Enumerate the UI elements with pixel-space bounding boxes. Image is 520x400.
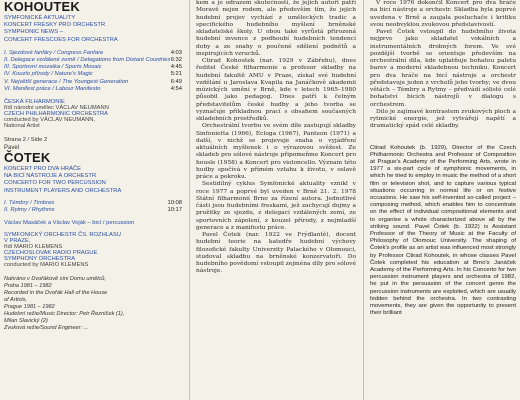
recording-note-line: Hudební režie/Music Director: Petr Řezníček (1), (4, 310, 125, 317)
composer-first-name: Pavel (4, 145, 20, 152)
composer-kohoutek: KOHOUTEK (4, 0, 80, 14)
performer-line: řídí národní umělec VÁCLAV NEUMANN (4, 105, 109, 112)
liner-notes-czech-continued (370, 0, 516, 131)
liner-notes-right-column (370, 0, 516, 400)
movement-duration: 10:08 (167, 199, 182, 206)
performer-line: řídí MARIO KLEMENS (4, 244, 63, 251)
paragraph: Orchestrální tvorbu ve svém díle zastupují skladby Sinfonietta (1966), Ecloga (1967), Panteon (1971) a další, v nichž se projevuje snaha o vyjádření aktuálních myšlenek i o výrazovou svěžest. Ze skladeb pro sólové nástroje připomeňme Koncert pro housle (1958) a Koncert pro violoncello. Význam této hudby spočívá v přímém vztahu k životu, v oslavě práce a pokroku. (196, 123, 356, 180)
liner-notes-english: Ctirad Kohoutek (b. 1929), Director of the Czech Philharmonic Orchestra and Professor of Composition at Prague's Academy of the Performing Arts, wrote in 1977 a six-part cycle of symphonic movements, in which he tried to employ in music the method of a short film or television shot, and to capture various typical situations occurring in normal life or on festive occasions. He saw his self-invented so-called project – composing method, which enables him to concentrate on the effect of individual compositional elements and to organise a whole characterized above all by the striking sound. Pavel Čotek (b. 1922) is Assistant Professor of the Theory of Music at the Faculty of Philosophy of Olomouc University. The shaping of Čotek's profile as an artist was influenced most strongly by Professor Ctirad Kohoutek, in whose classes Pavel Čotek completed his education at Brno's Janáček Academy of the Performing Arts. In his Concerto for two percussion instrument players and orchestra of 1982, he put in the persuasion of the concert genre the percussion instruments are exploited, which are usually hidden behind the orchestra. In two contrasting movements, they are given the opportunity to present their brilliant (370, 144, 516, 317)
cotek-work-title (4, 166, 182, 195)
movement-duration: 6:32 (170, 57, 182, 64)
liner-notes-czech-column (196, 0, 356, 400)
paragraph: Ctirad Kohoutek (nar. 1929 v Zábřehu), dnes ředitel České filharmonie a profesor skladby na hudební fakultě AMU v Praze, získal své hudební vzdělání u Jaroslava Kvapila na Janáčkově akademii múzických umění v Brně, kde v letech 1965–1980 působil jako pedagog. Dnes patří k čelným představitelům české hudby a jeho tvorba se vyznačuje příkladnou prací s obsahem současných skladebních prostředků. (196, 58, 356, 122)
paragraph: V roce 1976 dokončil Koncert pro dva hráče na bicí nástroje a orchestr. Skladba byla poprvé uvedena v Brně a zaujala posluchače i kritiku svou neobvyklou zvukovou představivostí. (370, 0, 516, 28)
paragraph: kem a je odrazem skutečnosti, že jejich autoři patří Moravě nejen rodem, ale především tím, že jejich hudební projev vychází z uměleckých tradic a specifického hudebního myšlení brněnské skladatelské školy. U obou také vyrůstá přirozená hudební invence z podhoubí hudebních tendencí doby a ze snahy o poučené sdělení podnětů a inspirujících vzruchů. (196, 0, 356, 57)
composer-cotek: ČOTEK (4, 150, 51, 166)
side-label: Strana 2 / Side 2 (4, 137, 48, 144)
movement-duration: 5:21 (170, 71, 182, 78)
performer-line: V PRAZE, (4, 238, 31, 245)
performer-line: SYMFONICKÝ ORCHESTR ČS. ROZHLASU (4, 232, 121, 239)
column-divider-right (363, 0, 364, 400)
movement-item (4, 86, 182, 93)
movement-title: III. Sportovní mozaika / Sports Mosaic (4, 64, 102, 71)
recording-note-line: of Artists, (4, 296, 28, 303)
movement-title: IV. Kouzlo přírody / Nature's Magic (4, 71, 93, 78)
performer-line: SYMPHONY ORCHESTRA (4, 256, 76, 263)
track-listing-column (4, 0, 182, 400)
recording-note-line: Recorded in the Dvořák Hall of the House (4, 290, 108, 297)
kohoutek-work-title (4, 15, 182, 44)
movement-title: II. Delegace vzdálené země / Delegations from Distant Countries (4, 57, 171, 64)
movement-duration: 6:49 (170, 78, 182, 85)
work-title-line: SYMPHONIC NEWS – (4, 29, 63, 36)
paragraph: Sestidílný cyklus Symfonické aktuality vznikl v roce 1977 a poprvé byl uveden v Brně 21. 2. 1978 Státní filharmonií Brno za řízení autora. Jednotlivé části jsou hudebními freskami, jež zachycují dojmy a prožitky ze sjezdu, z delegací vzdálených zemí, ze sportovních zápolení, z kouzel přírody, z nejmladší generace a z manifestu práce. (196, 181, 356, 231)
movement-title: II. Rytmy / Rhythms (4, 207, 55, 214)
cotek-movement-list (4, 200, 182, 214)
performer-line: ČESKÁ FILHARMONIE (4, 99, 65, 106)
movement-item (4, 207, 182, 214)
movement-title: VI. Manifest práce / Labour Manifesto (4, 85, 101, 92)
liner-notes-czech (196, 0, 356, 276)
cotek-soloists: Václav Masáček a Václav Voják – bicí / percussion (4, 220, 135, 227)
movement-item (4, 64, 182, 71)
movement-item (4, 57, 182, 64)
paragraph: Dílo je zajímavé kontrastem zvukových ploch a rytmické energie, jež vytvářejí napětí a dramatický spád celé skladby. (370, 108, 516, 130)
movement-title: I. Témbry / Timbres (4, 199, 55, 206)
work-title-line: SYMFONICKÉ AKTUALITY (4, 15, 76, 21)
movement-duration: 4:45 (170, 64, 182, 71)
movement-duration: 4:03 (170, 49, 182, 56)
movement-item (4, 79, 182, 86)
paragraph: Pavel Čotek vstoupil do hudebního života nejprve jako skladatel vokálních a instrumentálních drobných forem. Ve své pozdější tvorbě se orientuje především na orchestrální díla, kde uplatňuje bohatou paletu barev a moderní skladebnou techniku. Koncert pro dva hráče na bicí nástroje a orchestr představuje jeden z vrcholů jeho tvorby; ve dvou větách – Témbry a Rytmy – předvádí sólisté celé bohatství bicích nástrojů v dialogu s orchestrem. (370, 29, 516, 108)
work-title-line: NA BICÍ NÁSTROJE A ORCHESTR (4, 173, 97, 180)
movement-item (4, 200, 182, 207)
performer-line: CZECH PHILHARMONIC ORCHESTRA (4, 111, 109, 118)
work-title-line: CONCERT FRESCOES FOR ORCHESTRA (4, 36, 118, 43)
work-title-line: KONCERT FRESKY PRO ORCHESTR (4, 22, 106, 29)
movement-duration: 10:17 (167, 207, 182, 214)
recording-note-line: Prague 1981 – 1982 (4, 303, 55, 310)
movement-item (4, 50, 182, 57)
performer-line: conducted by MARIO KLEMENS (4, 262, 89, 269)
kohoutek-performers (4, 99, 182, 129)
recording-note-line: Zvuková režie/Sound Engineer: ... (4, 324, 89, 331)
cotek-performers (4, 232, 182, 268)
performer-line: National Artist (4, 123, 40, 130)
column-divider-left (189, 0, 190, 400)
movement-duration: 4:54 (170, 85, 182, 92)
work-title-line: CONCERTO FOR TWO PERCUSSION (4, 180, 106, 187)
movement-title: I. Sjezdové fanfáry / Congress Fanfare (4, 49, 104, 56)
performer-line: conducted by VÁCLAV NEUMANN, (4, 117, 96, 124)
movement-item (4, 71, 182, 78)
recording-note-line: Nahráno v Dvořákově síni Domu umělců, (4, 276, 106, 283)
work-title-line: KONCERT PRO DVA HRÁČE (4, 166, 81, 173)
performer-line: CZECHOSLOVAK RADIO PRAGUE (4, 250, 98, 257)
recording-notes (4, 276, 182, 331)
paragraph: Pavel Čotek (nar. 1922 ve Frýdlantě), docent hudební teorie na katedře hudební výchovy filozofické fakulty Univerzity Palackého v Olomouci, studoval skladbu na brněnské konzervatoři. Do hudebního povědomí vstoupil zejména díly pro sólové nástroje. (196, 232, 356, 275)
movement-title: V. Největší generace / The Youngest Generation (4, 78, 129, 85)
recording-note-line: Milan Slavický (2) (4, 317, 48, 324)
recording-note-line: Praha 1981 – 1982 (4, 283, 52, 290)
work-title-line: INSTRUMENT PLAYERS AND ORCHESTRA (4, 187, 122, 194)
kohoutek-movement-list (4, 50, 182, 93)
